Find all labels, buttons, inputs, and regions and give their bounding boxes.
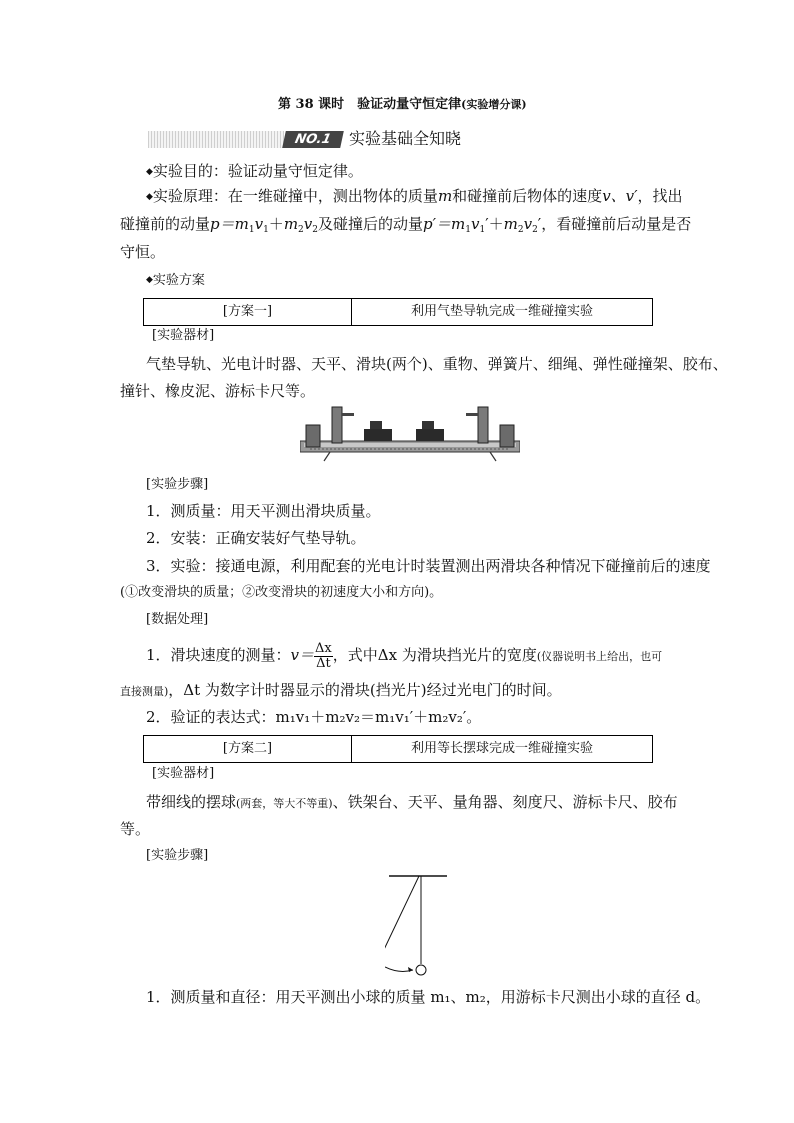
- page-title: [278, 96, 527, 114]
- plan2-equipment-line1: 带细线的摆球(两套，等大不等重)、铁架台、天平、量角器、刻度尺、游标卡尺、胶布: [146, 793, 678, 811]
- banner-stripe: [148, 131, 284, 148]
- plan2-equipment-line2: 等。: [120, 820, 151, 838]
- principle-line-1: ◆实验原理：在一维碰撞中，测出物体的质量m和碰撞前后物体的速度v、v′，找出: [146, 187, 683, 205]
- plan1-step-3: 3．实验：接通电源，利用配套的光电计时装置测出两滑块各种情况下碰撞前后的速度: [146, 557, 711, 575]
- purpose-text: 实验目的：验证动量守恒定律。: [152, 162, 363, 180]
- banner-title: 实验基础全知晓: [349, 129, 462, 148]
- page-title-suffix: (实验增分课): [461, 98, 527, 111]
- plan1-step-3-note: (①改变滑块的质量；②改变滑块的初速度大小和方向)。: [120, 585, 443, 600]
- plan1-step-2: 2．安装：正确安装好气垫导轨。: [146, 529, 366, 547]
- plan1-step-1: 1．测质量：用天平测出滑块质量。: [146, 502, 381, 520]
- plan1-title: 利用气垫导轨完成一维碰撞实验: [410, 304, 593, 319]
- page-title-main: 第 38 课时 验证动量守恒定律: [278, 97, 462, 112]
- plan1-equipment-line1: 气垫导轨、光电计时器、天平、滑块(两个)、重物、弹簧片、细绳、弹性碰撞架、胶布、: [146, 355, 728, 373]
- plan1-label: [方案一]: [222, 304, 273, 319]
- plan1-data-heading: [数据处理]: [146, 612, 209, 627]
- plan2-steps-heading: [实验步骤]: [146, 848, 209, 863]
- diamond-bullet-icon: ◆: [146, 192, 153, 202]
- purpose-line: [146, 161, 363, 182]
- plan2-step-1: 1．测质量和直径：用天平测出小球的质量 m₁、m₂，用游标卡尺测出小球的直径 d。: [146, 988, 711, 1006]
- velocity-fraction: $\frac{\Delta x}{\Delta t}$: [315, 640, 332, 671]
- plan1-data-2: 2．验证的表达式：m₁v₁＋m₂v₂＝m₁v₁′＋m₂v₂′。: [146, 708, 482, 726]
- plan1-data-1-line2: 直接测量)，Δt 为数字计时器显示的滑块(挡光片)经过光电门的时间。: [120, 681, 562, 699]
- plan1-box: [143, 298, 653, 326]
- plan1-equipment-heading: [实验器材]: [152, 328, 215, 343]
- principle-line-3: 守恒。: [120, 243, 166, 261]
- scheme-heading: ◆实验方案: [146, 273, 205, 288]
- air-track-figure: [300, 405, 520, 463]
- diamond-bullet-icon: ◆: [146, 275, 153, 285]
- plan2-label: [方案二]: [222, 741, 273, 756]
- plan1-equipment-line2: 撞针、橡皮泥、游标卡尺等。: [120, 382, 316, 400]
- plan1-steps-heading: [实验步骤]: [146, 477, 209, 492]
- plan1-data-1: 1．滑块速度的测量：v＝ $\frac{\Delta x}{\Delta t}$ ，式中Δx 为滑块挡光片的宽度(仪器说明书上给出，也可: [146, 640, 663, 671]
- plan2-box: [143, 735, 653, 763]
- diamond-bullet-icon: ◆: [146, 167, 153, 177]
- plan2-title: 利用等长摆球完成一维碰撞实验: [410, 741, 593, 756]
- pendulum-figure: [385, 872, 455, 980]
- plan2-equipment-heading: [实验器材]: [152, 766, 215, 781]
- banner-tag: NO.1: [282, 131, 344, 148]
- principle-line-2: 碰撞前的动量$p=m_1v_1+m_2v_2$及碰撞后的动量$p'=m_1v_1'+m_2v_2'$，看碰撞前后动量是否: [120, 215, 692, 235]
